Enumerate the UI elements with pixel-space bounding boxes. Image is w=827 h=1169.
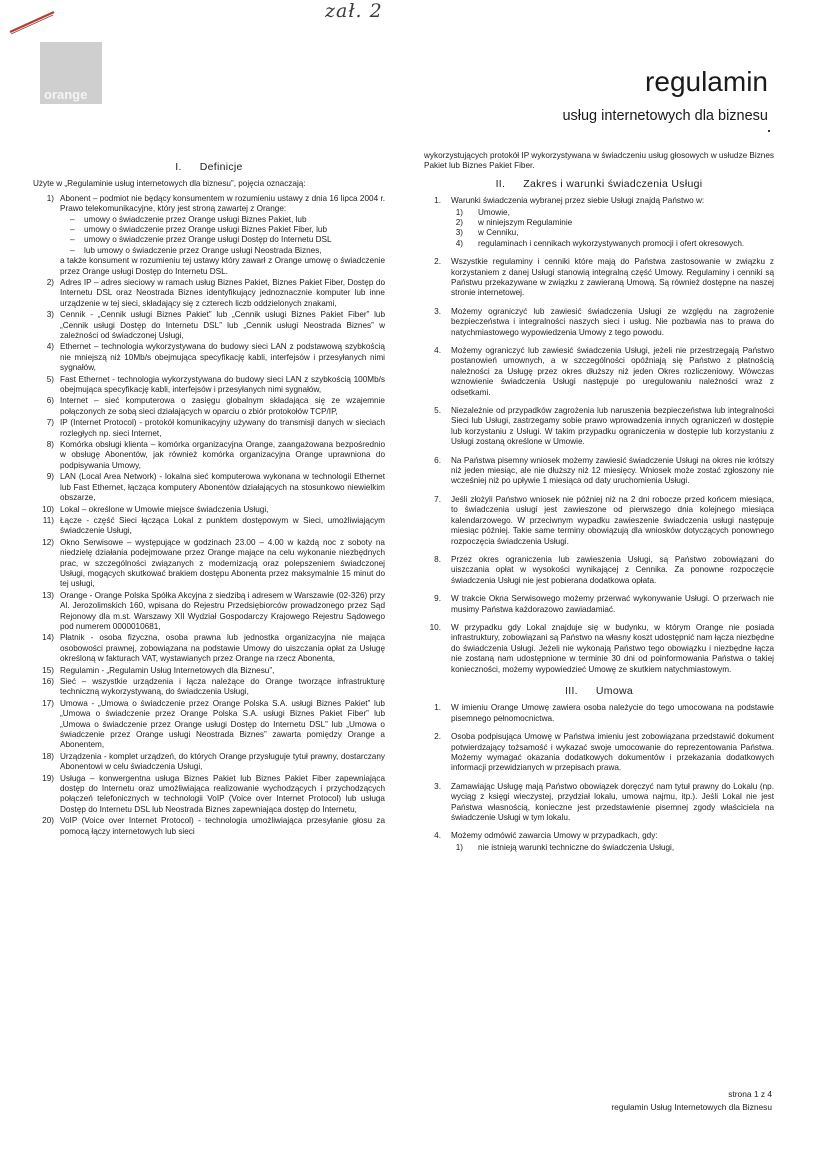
rule-subitem: [451, 208, 774, 218]
definition-item: [33, 418, 385, 439]
item-text: Możemy odmówić zawarcia Umowy w przypadkach, gdy:: [451, 831, 658, 841]
definition-item: [33, 699, 385, 751]
right-column: [424, 151, 774, 861]
rule-item: [424, 594, 774, 615]
item-text: Łącze - część Sieci łącząca Lokal z punktem dostępowym w Sieci, umożliwiającym świadczenie Usługi,: [60, 515, 385, 536]
definition-item: [33, 505, 385, 515]
section-title: Umowa: [595, 684, 633, 697]
item-number: 3): [46, 310, 54, 320]
item-text: Internet – sieć komputerowa o zasięgu globalnym składająca się ze wzajemnie połączonych ze sobą sieci działających w oparciu o zbiór protokołów TCP/IP,: [60, 396, 385, 416]
definition-item: [33, 440, 385, 471]
definition-item: [33, 194, 385, 277]
subitem-number: 4): [455, 238, 463, 248]
rule-item: [424, 196, 774, 249]
item-number: 1.: [434, 196, 441, 206]
subitem-text: nie istnieją warunki techniczne do świadczenia Usługi,: [478, 842, 675, 852]
item-text: Abonent – podmiot nie będący konsumentem w rozumieniu ustawy z dnia 16 lipca 2004 r. Prawo telekomunikacyjne, który jest stroną zawartej z Orange:: [60, 193, 385, 214]
item-number: 3.: [434, 781, 441, 791]
logo-text: orange: [44, 87, 88, 102]
item-number: 15): [42, 665, 54, 675]
handwritten-annotation: zał. 2: [325, 0, 383, 22]
item-number: 4.: [434, 346, 441, 356]
item-text: Orange - Orange Polska Spółka Akcyjna z siedzibą i adresem w Warszawie (02-326) przy Al. Jerozolimskich 160, wpisana do Rejestru Przedsiębiorców prowadzonego przez Sąd Rejonowy dla m.st. Warszawy XII Wydział Gospodarczy Krajowego Rejestru Sądowego pod numerem 0000010681,: [60, 590, 385, 631]
item-number: 13): [42, 590, 54, 600]
definition-continuation: wykorzystujących protokół IP wykorzystywana w świadczeniu usług głosowych w usłudze Biznes Pakiet lub Biznes Pakiet Fiber.: [424, 151, 774, 171]
item-text: Warunki świadczenia wybranej przez siebie Usługi znajdą Państwo w:: [451, 196, 705, 206]
item-number: 4.: [434, 831, 441, 841]
rule-item: [424, 495, 774, 547]
item-text: Na Państwa pisemny wniosek możemy zawiesić świadczenie Usługi na okres nie krótszy niż jeden miesiąc, ale nie dłuższy niż 12 miesięcy. Wniosek może zostać zgłoszony nie wcześniej niż po upływie 1 miesiąca od daty uruchomienia Usługi.: [451, 455, 774, 486]
section-number: III.: [565, 684, 578, 697]
item-text: Możemy ograniczyć lub zawiesić świadczenia Usługi, jeżeli nie przestrzegają Państwo postanowień umownych, a w szczególności opóźniają się Państwo z płatnością należności za Usługę przez okres dłuższy niż jeden Okres rozliczeniowy. Wówczas wznowienie świadczenia Usługi następuje po uregulowaniu należności wraz z odsetkami.: [451, 346, 774, 397]
rule-subitem: [451, 239, 774, 249]
definition-item: [33, 591, 385, 633]
definition-item: [33, 666, 385, 676]
item-number: 16): [42, 677, 54, 687]
definition-item: [33, 278, 385, 309]
item-number: 5.: [434, 406, 441, 416]
item-number: 8): [46, 440, 54, 450]
item-text: W imieniu Orange Umowę zawiera osoba należycie do tego umocowana na podstawie pisemnego pełnomocnictwa.: [451, 703, 774, 723]
rule-item: [424, 555, 774, 586]
item-number: 1.: [434, 703, 441, 713]
item-text: Możemy ograniczyć lub zawiesić świadczenia Usługi ze względu na zagrożenie bezpieczeństwa i integralności naszych sieci i usług. Nie pozbawia nas to prawa do natychmiastowego wypowiedzenia Umowy z tego powodu.: [451, 306, 774, 337]
item-text: Niezależnie od przypadków zagrożenia lub naruszenia bezpieczeństwa lub integralności Sieci lub Usługi, zastrzegamy sobie prawo wprowadzenia innych ograniczeń w dostępie lub korzystaniu z Usługi. W takim przypadku ograniczenia w dostępie lub korzystaniu z Usługi zostaną określone w Umowie.: [451, 406, 774, 447]
item-number: 2.: [434, 732, 441, 742]
rule-item: [424, 307, 774, 338]
page-footer: [520, 1088, 772, 1113]
rule-item: [424, 782, 774, 824]
rule-subitem: [451, 843, 774, 853]
item-text: LAN (Local Area Network) - lokalna sieć komputerowa wykonana w technologii Ethernet lub Fast Ethernet, łącząca komputery Abonentów działających na stosunkowo niewielkim obszarze,: [60, 472, 385, 503]
section-number: II.: [495, 177, 506, 190]
subitem-number: 3): [455, 228, 463, 238]
orange-logo: [40, 42, 102, 104]
section-2-heading: [424, 178, 774, 191]
item-number: 18): [42, 751, 54, 761]
subitem-number: 1): [455, 207, 463, 217]
item-text: VoIP (Voice over Internet Protocol) - technologia umożliwiająca przesyłanie głosu za pomocą łączy internetowych lub sieci: [60, 816, 385, 836]
definition-item: [33, 375, 385, 396]
item-text: Osoba podpisująca Umowę w Państwa imieniu jest zobowiązana przedstawić dokument potwierdzający tożsamość i wykazać swoje umocowanie do reprezentowania Państwa. Możemy wymagać okazania dodatkowych dokumentów i przekazania dodatkowych informacji przewidzianych w przepisach prawa.: [451, 732, 774, 773]
rule-subitem: [451, 218, 774, 228]
item-number: 11): [42, 515, 54, 525]
document-title: regulamin: [645, 66, 768, 97]
item-number: 14): [42, 633, 54, 643]
item-number: 2): [46, 277, 54, 287]
definition-subitem: – umowy o świadczenie przez Orange usługi Dostęp do Internetu DSL: [70, 235, 385, 245]
section-3-list: [424, 703, 774, 853]
rule-item: [424, 732, 774, 774]
definition-subitems: [60, 215, 385, 257]
item-text: W przypadku gdy Lokal znajduje się w budynku, w którym Orange nie posiada infrastruktury, zobowiązani są Państwo na własny koszt udostępnić nam łącza niezbędne do świadczenia Usługi. Jeżeli nie wykonają Państwo tego obowiązku i niezbędne łącza nie zostaną nam udostępnione w terminie 30 dni od poinformowania Państwa o takiej konieczności, możemy wypowiedzieć Umowę ze skutkiem natychmiastowym.: [451, 622, 774, 674]
item-number: 17): [42, 698, 54, 708]
item-text: Przez okres ograniczenia lub zawieszenia Usługi, są Państwo zobowiązani do uiszczania opłat w wysokości wynikającej z Cennika. Za ponowne rozpoczęcie świadczenia Usługi nie jest pobierana dodatkowa opłata.: [451, 554, 774, 585]
item-number: 6.: [434, 455, 441, 465]
item-text: Komórka obsługi klienta – komórka organizacyjna Orange, zaangażowana bezpośrednio w obsługę Abonentów, jak również komórka organizacyjna Orange uprawniona do podpisywania Umowy,: [60, 440, 385, 470]
item-number: 19): [42, 773, 54, 783]
rule-item: [424, 257, 774, 299]
definition-item: [33, 774, 385, 816]
item-number: 12): [42, 537, 54, 547]
section-title: Definicje: [199, 161, 243, 173]
page-number: strona 1 z 4: [728, 1089, 772, 1099]
item-text: Lokal – określone w Umowie miejsce świadczenia Usługi,: [60, 504, 269, 514]
item-number: 4): [46, 342, 54, 352]
item-number: 8.: [434, 554, 441, 564]
section-3-heading: [424, 685, 774, 698]
definition-item: [33, 516, 385, 537]
subitem-text: Umowie,: [478, 207, 510, 217]
item-text: Usługa – konwergentna usługa Biznes Pakiet lub Biznes Pakiet Fiber zapewniająca dostęp do Internetu oraz umożliwiająca realizowanie wychodzących i przychodzących połączeń telefonicznych w technologii VoIP (Voice over Internet Protocol) lub usługa Dostęp do Internetu DSL lub Neostrada Biznes zapewniająca dostęp do Internetu,: [60, 773, 385, 814]
item-number: 1): [46, 193, 54, 203]
item-text: Adres IP – adres sieciowy w ramach usług Biznes Pakiet, Biznes Pakiet Fiber, Dostęp do Internetu DSL oraz Neostrada Biznes identyfikujący jednoznacznie komputer lub inne urządzenie w tej sieci, składający się z czterech liczb oddzielonych znakami,: [60, 277, 385, 308]
item-number: 7): [46, 418, 54, 428]
subitem-text: regulaminach i cennikach wykorzystywanych promocji i ofert okresowych.: [478, 238, 745, 248]
definition-item: [33, 538, 385, 590]
definition-item: [33, 633, 385, 664]
item-text: Zamawiając Usługę mają Państwo obowiązek doręczyć nam tytuł prawny do Lokalu (np. wyciąg z księgi wieczystej, przydział lokalu, umowa najmu, itp.). Jeśli Lokal nie jest Państwa własnością, konieczne jest przedstawienie pisemnej zgody właściciela na świadczenie Usługi w tym lokalu.: [451, 781, 774, 822]
item-continuation: a także konsument w rozumieniu tej ustawy który zawarł z Orange umowę o świadczenie przez Orange usługi Dostęp do Internetu DSL.: [60, 256, 385, 276]
document-subtitle: usług internetowych dla biznesu: [562, 108, 768, 124]
definition-item: [33, 396, 385, 417]
item-number: 9.: [434, 594, 441, 604]
item-number: 9): [46, 472, 54, 482]
item-text: Ethernet – technologia wykorzystywana do budowy sieci LAN z podstawową szybkością nie mniejszą niż 10Mb/s obejmująca specyfikację kabli, interfejsów i przesyłanych nimi sygnałów,: [60, 342, 385, 373]
section-2-list: [424, 196, 774, 675]
rule-item: [424, 831, 774, 853]
item-number: 20): [42, 816, 54, 826]
definition-item: [33, 342, 385, 373]
item-text: Sieć – wszystkie urządzenia i łącza należące do Orange tworzące infrastrukturę techniczną wykorzystywaną, do świadczenia Usługi,: [60, 677, 385, 697]
rule-subitems: [451, 208, 774, 250]
rule-item: [424, 406, 774, 448]
pen-stroke-mark: [8, 8, 58, 38]
item-text: Płatnik - osoba fizyczna, osoba prawna lub jednostka organizacyjna nie mająca osobowości prawnej, zobowiązana na podstawie Umowy do uiszczania opłat za Usługę określoną w fakturach VAT, wystawianych przez Orange na rzecz Abonenta,: [60, 633, 385, 664]
subitem-text: w niniejszym Regulaminie: [478, 217, 573, 227]
definition-item: [33, 472, 385, 503]
item-text: Okno Serwisowe – występujące w godzinach 23.00 – 4.00 w każdą noc z soboty na niedzielę działania podejmowane przez Orange mające na celu wykonanie niezbędnych prac, w szczególności związanych z modernizacją oraz polepszeniem świadczonej Usługi, mogących skutkować brakiem dostępu Abonenta przez maksymalnie 15 minut do tej usługi,: [60, 537, 385, 589]
item-text: W trakcie Okna Serwisowego możemy przerwać wykonywanie Usługi. O przerwach nie musimy Państwa każdorazowo zawiadamiać.: [451, 594, 774, 614]
item-number: 5): [46, 374, 54, 384]
rule-subitem: [451, 228, 774, 238]
definition-item: [33, 752, 385, 773]
item-number: 6): [46, 396, 54, 406]
item-text: Regulamin - „Regulamin Usług Internetowych dla Biznesu”,: [60, 665, 275, 675]
section-1-intro: Użyte w „Regulaminie usług internetowych dla biznesu”, pojęcia oznaczają:: [33, 179, 306, 189]
item-text: Wszystkie regulaminy i cenniki które mają do Państwa zastosowanie w związku z korzystaniem z danej Usługi stanowią integralną część Umowy. Regulaminy i cenniki są Państwu przekazywane w związku z zawieraną Umową. Są również dostępne na naszej stronie internetowej.: [451, 257, 774, 298]
item-number: 10.: [429, 622, 441, 632]
left-column: [33, 158, 385, 838]
definition-subitem: – umowy o świadczenie przez Orange usługi Biznes Pakiet Fiber, lub: [70, 225, 385, 235]
definition-item: [33, 310, 385, 341]
section-number: I.: [175, 161, 182, 173]
item-number: 3.: [434, 306, 441, 316]
item-text: Fast Ethernet - technologia wykorzystywana do budowy sieci LAN z szybkością 100Mb/s obejmująca specyfikację kabli, interfejsów i przesyłanych nimi sygnałów,: [60, 374, 385, 395]
definition-item: [33, 816, 385, 837]
item-text: Umowa - „Umowa o świadczenie przez Orange Polska S.A. usługi Biznes Pakiet” lub „Umowa o świadczenie przez Orange Polska S.A. usługi Biznes Pakiet Fiber” lub „Umowa o świadczenie przez Orange usługi Dostęp do Internetu DSL” lub „Umowa o świadczenie przez Orange usługi Neostrada Biznes” zawarta pomiędzy Orange a Abonentem,: [60, 698, 385, 750]
section-title: Zakres i warunki świadczenia Usługi: [523, 177, 703, 190]
definition-item: [33, 677, 385, 698]
rule-item: [424, 703, 774, 724]
subitem-number: 1): [455, 842, 463, 852]
definitions-list: [33, 194, 385, 837]
rule-item: [424, 456, 774, 487]
speck-mark: [768, 130, 770, 132]
item-number: 10): [42, 504, 54, 514]
subitem-number: 2): [455, 217, 463, 227]
rule-item: [424, 623, 774, 675]
definition-subitem: – umowy o świadczenie przez Orange usługi Biznes Pakiet, lub: [70, 215, 385, 225]
item-text: Cennik - „Cennik usługi Biznes Pakiet” lub „Cennik usługi Biznes Pakiet Fiber” lub „Cennik usługi Dostęp do Internetu DSL” lub „Cennik usługi Neostrada Biznes” w zależności od świadczonej Usługi,: [60, 310, 385, 341]
item-number: 2.: [434, 257, 441, 267]
footer-document-name: regulamin Usług Internetowych dla Biznesu: [611, 1101, 772, 1112]
item-text: IP (Internet Protocol) - protokół komunikacyjny używany do transmisji danych w sieciach rozległych np. sieci Internet,: [60, 418, 385, 438]
item-text: Urządzenia - komplet urządzeń, do których Orange przysługuje tytuł prawny, dostarczany Abonentowi w celu świadczenia Usługi,: [60, 751, 385, 772]
rule-item: [424, 346, 774, 398]
rule-subitems: [451, 843, 774, 853]
item-number: 7.: [434, 494, 441, 504]
item-text: Jeśli złożyli Państwo wniosek nie później niż na 2 dni robocze przed końcem miesiąca, to świadczenia usługi jest zawieszone od pierwszego dnia kolejnego miesiąca kalendarzowego. W przeciwnym wypadku zawieszenie świadczenia usługi następuje miesiąc później. Takie same terminy obowiązują dla wniosków dotyczących ponownego rozpoczęcia świadczenia Usługi.: [451, 494, 774, 546]
section-1-heading: [33, 161, 385, 174]
subitem-text: w Cenniku,: [478, 228, 519, 238]
definition-subitem: – lub umowy o świadczenie przez Orange usługi Neostrada Biznes,: [70, 246, 385, 256]
